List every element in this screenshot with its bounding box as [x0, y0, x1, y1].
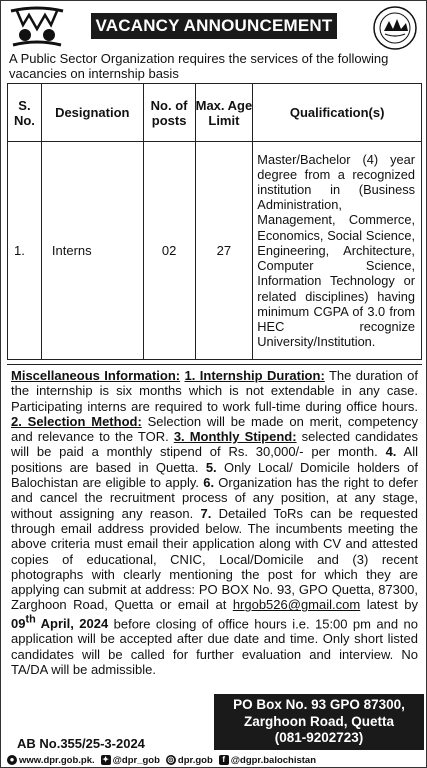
header-age-limit: Max. Age Limit — [195, 84, 253, 142]
facebook-text: @dgpr.balochistan — [230, 754, 317, 766]
instagram-text: dpr.gob — [177, 754, 213, 766]
p7-number: 7. — [200, 505, 212, 521]
deadline-day-suffix: th — [25, 613, 36, 626]
cell-age-limit: 27 — [195, 142, 253, 360]
cell-posts: 02 — [143, 142, 195, 360]
contact-address-block — [214, 694, 424, 750]
twitter-icon: ✦ — [102, 755, 109, 764]
cell-designation: Interns — [41, 142, 143, 360]
p1-text: The duration of the internship is six months which is not extendable in any case. Participating interns are required to work full-time during office hours. — [11, 368, 418, 414]
p4-text: All positions are based in Quetta. — [11, 444, 418, 475]
p5-text: Only Local/ Domicile holders of Balochistan are eligible to apply. — [11, 459, 418, 491]
deadline-month-year: April, 2024 — [40, 616, 109, 632]
deadline-prefix: latest by — [366, 597, 418, 613]
deadline-day: 09 — [11, 616, 26, 632]
footer-facebook[interactable] — [219, 755, 316, 766]
header-sno: S. No. — [8, 84, 42, 142]
p7-text: Detailed ToRs can be requested through email address provided below. The incumbents meeting the above criteria must email their application along with CV and attested copies of educational, CNIC, Local/Domicile and (3) recent photographs with clearly mentioning the post for which they are applying can submit at address: PO BOX No. 93, GPO Quetta, 87300, Zarghoon Road, Quetta or email at — [11, 505, 418, 613]
table-row — [8, 142, 422, 360]
misc-heading: Miscellaneous Information: — [11, 368, 181, 383]
address-phone: (081-9202723) — [274, 730, 364, 745]
p5-number: 5. — [205, 459, 217, 475]
p4-number: 4. — [385, 444, 397, 460]
cell-qualification: Master/Bachelor (4) year degree from a recognized institution in (Business Administration, Management, Commerce, Economics, Social Science, Engineering, Architecture, Computer Science, Information Technology or related disciplines) having minimum CGPA of 3.0 from HEC recognize University/Institution. — [253, 142, 422, 360]
cell-sno: 1. — [8, 142, 42, 360]
header-posts: No. of posts — [143, 84, 195, 142]
footer-social-links — [7, 753, 422, 767]
organization-seal-logo — [372, 5, 418, 51]
address-line-2: Zarghoon Road, Quetta — [244, 713, 394, 729]
p2-heading: 2. Selection Method: — [11, 413, 142, 429]
footer-website[interactable] — [7, 755, 95, 766]
p6-text: Organization has the right to defer and cancel the recruitment process of any position, at any stage, without assigning any reason. — [11, 475, 418, 521]
instagram-icon: ◎ — [167, 755, 175, 764]
page-title: VACANCY ANNOUNCEMENT — [91, 13, 337, 39]
twitter-text: @dpr_gob — [112, 754, 160, 766]
closing-text: before closing of office hours i.e. 15:00 pm and no application will be accepted after due date and time. Only short listed candidates will be called for further evaluation and interview. No TA/DA will be admissible. — [11, 616, 418, 677]
table-header-row — [8, 84, 422, 142]
p6-number: 6. — [203, 475, 215, 491]
header-designation: Designation — [41, 84, 143, 142]
p3-heading: 3. Monthly Stipend: — [173, 429, 297, 445]
p1-heading: 1. Internship Duration: — [184, 368, 325, 383]
footer-twitter[interactable] — [101, 755, 160, 766]
website-text: www.dpr.gob.pk. — [19, 754, 95, 766]
address-line-1: PO Box No. 93 GPO 87300, — [233, 697, 405, 712]
facebook-icon: f — [219, 755, 229, 765]
intro-text: A Public Sector Organization requires the services of the following vacancies on internship basis — [9, 51, 389, 81]
globe-icon: ● — [7, 755, 17, 765]
header-qualification: Qualification(s) — [253, 84, 422, 142]
footer-instagram[interactable] — [166, 755, 213, 766]
vacancy-table — [7, 83, 422, 360]
email-link[interactable]: hrgob526@gmail.com — [232, 597, 361, 613]
miscellaneous-text — [7, 368, 422, 677]
miscellaneous-section — [7, 364, 422, 677]
government-emblem-logo — [7, 5, 67, 49]
p3-text: selected candidates will be paid a monthly stipend of Rs. 30,000/- per month. — [11, 429, 418, 460]
p2-text: Selection will be made on merit, competency and relevance to the TOR. — [11, 413, 418, 445]
advertisement-number: AB No.355/25-3-2024 — [17, 736, 145, 751]
